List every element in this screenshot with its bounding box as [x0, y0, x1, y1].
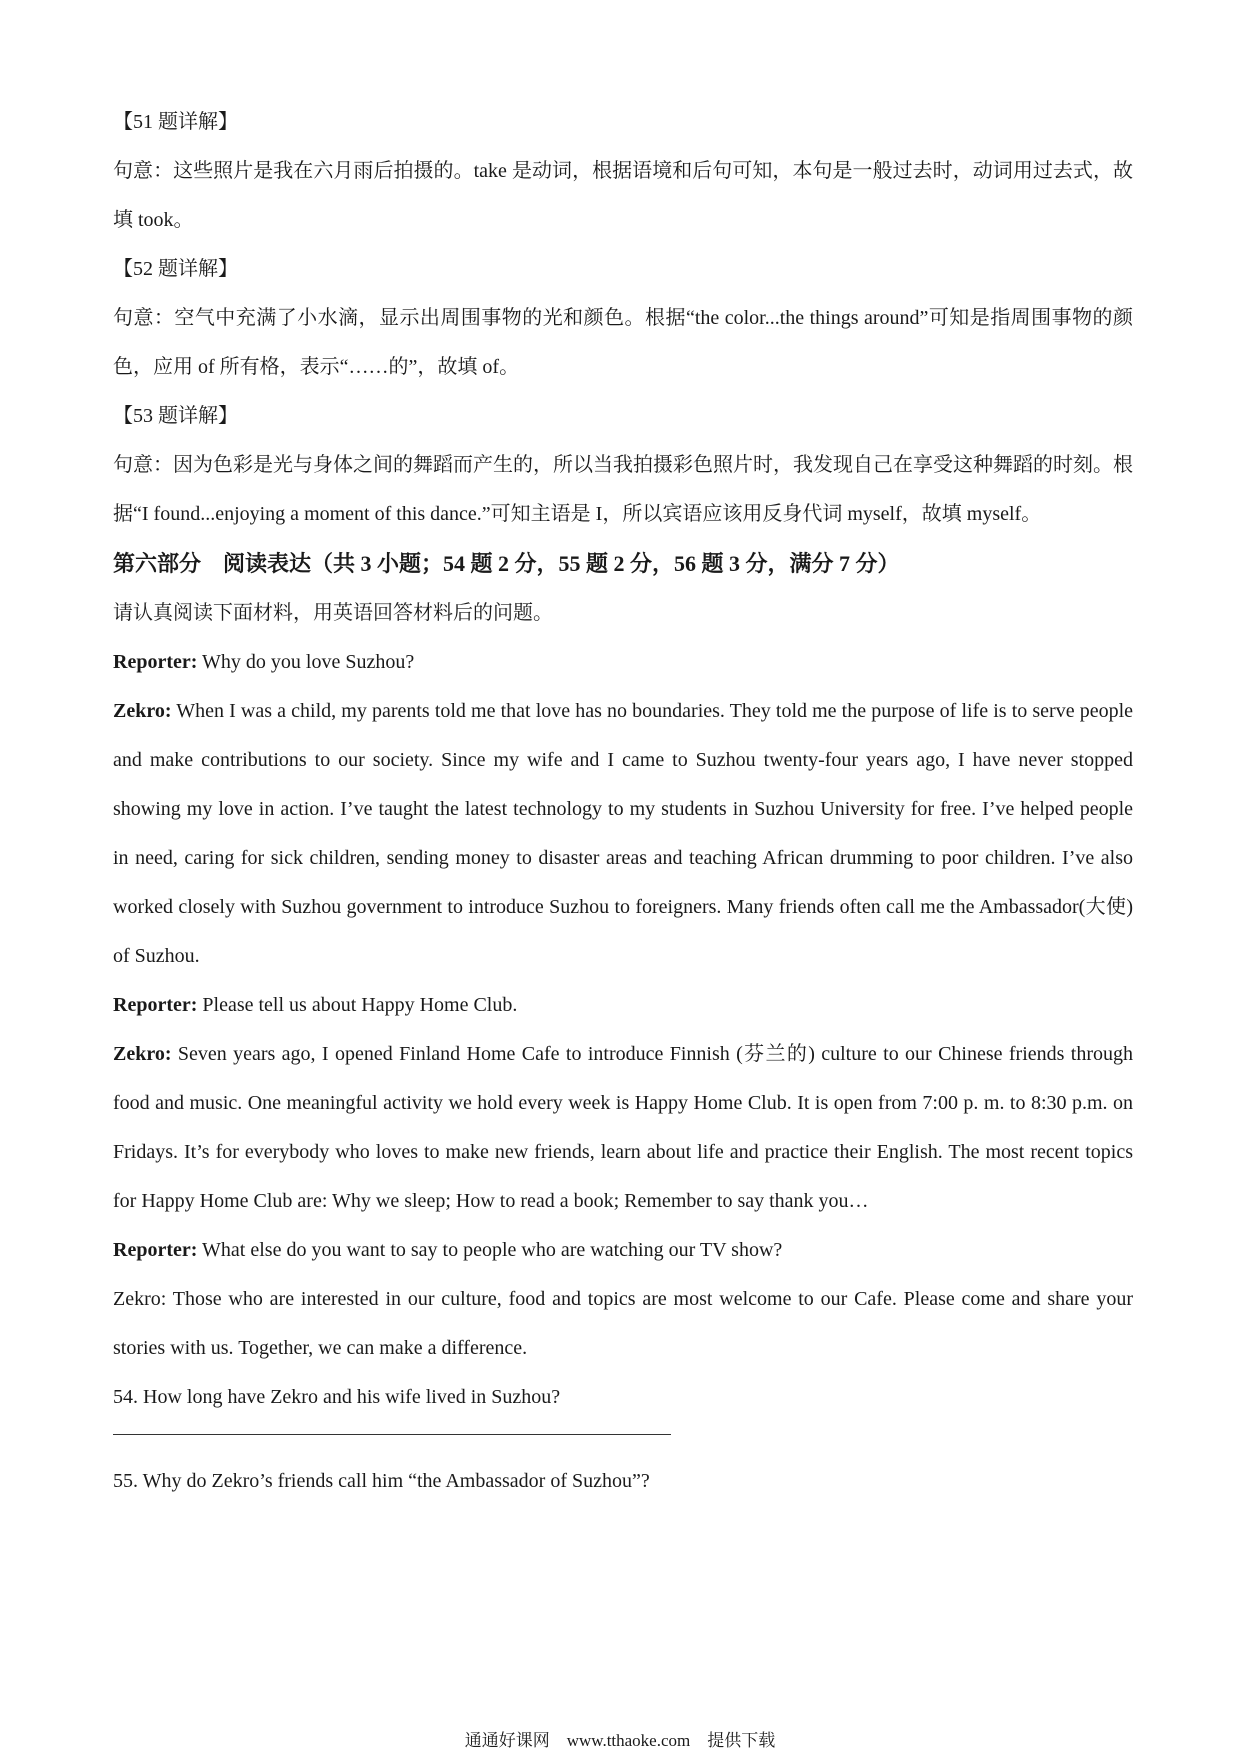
dialogue-text: Seven years ago, I opened Finland Home Cafe to introduce Finnish (芬兰的) culture to our Chinese friends through food and music. One meaningful activity we hold every week is Happy Home Club. It is open from 7:00 p. m. to 8:30 p.m. on Fridays. It’s for everybody who loves to make new friends, learn about life and practice their English. The most recent topics for Happy Home Club are: Why we sleep; How to read a book; Remember to say thank you…	[113, 1043, 1133, 1212]
item-51-label: 【51 题详解】	[113, 111, 238, 133]
item-52-label: 【52 题详解】	[113, 258, 238, 280]
dialogue-turn	[113, 981, 1133, 1030]
item-53-label: 【53 题详解】	[113, 405, 238, 427]
speaker-label: Reporter:	[113, 1239, 198, 1261]
instruction: 请认真阅读下面材料，用英语回答材料后的问题。	[113, 602, 553, 624]
speaker-label: Zekro:	[113, 1043, 172, 1065]
footer: 通通好课网 www.tthaoke.com 提供下载	[464, 1731, 776, 1750]
closing-line: Zekro: Those who are interested in our culture, food and topics are most welcome to our Cafe. Please come and share your stories with us. Together, we can make a difference.	[113, 1288, 1133, 1359]
speaker-label: Zekro:	[113, 700, 172, 722]
question-55: 55. Why do Zekro’s friends call him “the Ambassador of Suzhou”?	[113, 1470, 650, 1492]
item-51-explanation: 句意：这些照片是我在六月雨后拍摄的。take 是动词，根据语境和后句可知，本句是一般过去时，动词用过去式，故填 took。	[113, 160, 1133, 231]
dialogue-turn	[113, 1030, 1133, 1226]
question-54: 54. How long have Zekro and his wife lived in Suzhou?	[113, 1386, 561, 1408]
dialogue-turn	[113, 638, 1133, 687]
answer-line	[113, 1434, 671, 1435]
page-content	[113, 98, 1133, 1506]
speaker-label: Reporter:	[113, 994, 198, 1016]
dialogue-turn	[113, 687, 1133, 981]
speaker-label: Reporter:	[113, 651, 198, 673]
dialogue-turn	[113, 1226, 1133, 1275]
item-53-explanation: 句意：因为色彩是光与身体之间的舞蹈而产生的，所以当我拍摄彩色照片时，我发现自己在享受这种舞蹈的时刻。根据“I found...enjoying a moment of this dance.”可知主语是 I，所以宾语应该用反身代词 myself，故填 myself。	[113, 454, 1133, 525]
dialogue-text: When I was a child, my parents told me that love has no boundaries. They told me the purpose of life is to serve people and make contributions to our society. Since my wife and I came to Suzhou twenty-four years ago, I have never stopped showing my love in action. I’ve taught the latest technology to my students in Suzhou University for free. I’ve helped people in need, caring for sick children, sending money to disaster areas and teaching African drumming to poor children. I’ve also worked closely with Suzhou government to introduce Suzhou to foreigners. Many friends often call me the Ambassador(大使) of Suzhou.	[113, 700, 1133, 967]
dialogue-text: What else do you want to say to people who are watching our TV show?	[197, 1239, 783, 1261]
dialogue-text: Please tell us about Happy Home Club.	[197, 994, 518, 1016]
item-52-explanation: 句意：空气中充满了小水滴，显示出周围事物的光和颜色。根据“the color...the things around”可知是指周围事物的颜色，应用 of 所有格，表示“……的”，故填 of。	[113, 307, 1133, 378]
section-title: 第六部分 阅读表达（共 3 小题；54 题 2 分，55 题 2 分，56 题 3 分，满分 7 分）	[113, 551, 900, 576]
dialogue-text: Why do you love Suzhou?	[197, 651, 415, 673]
